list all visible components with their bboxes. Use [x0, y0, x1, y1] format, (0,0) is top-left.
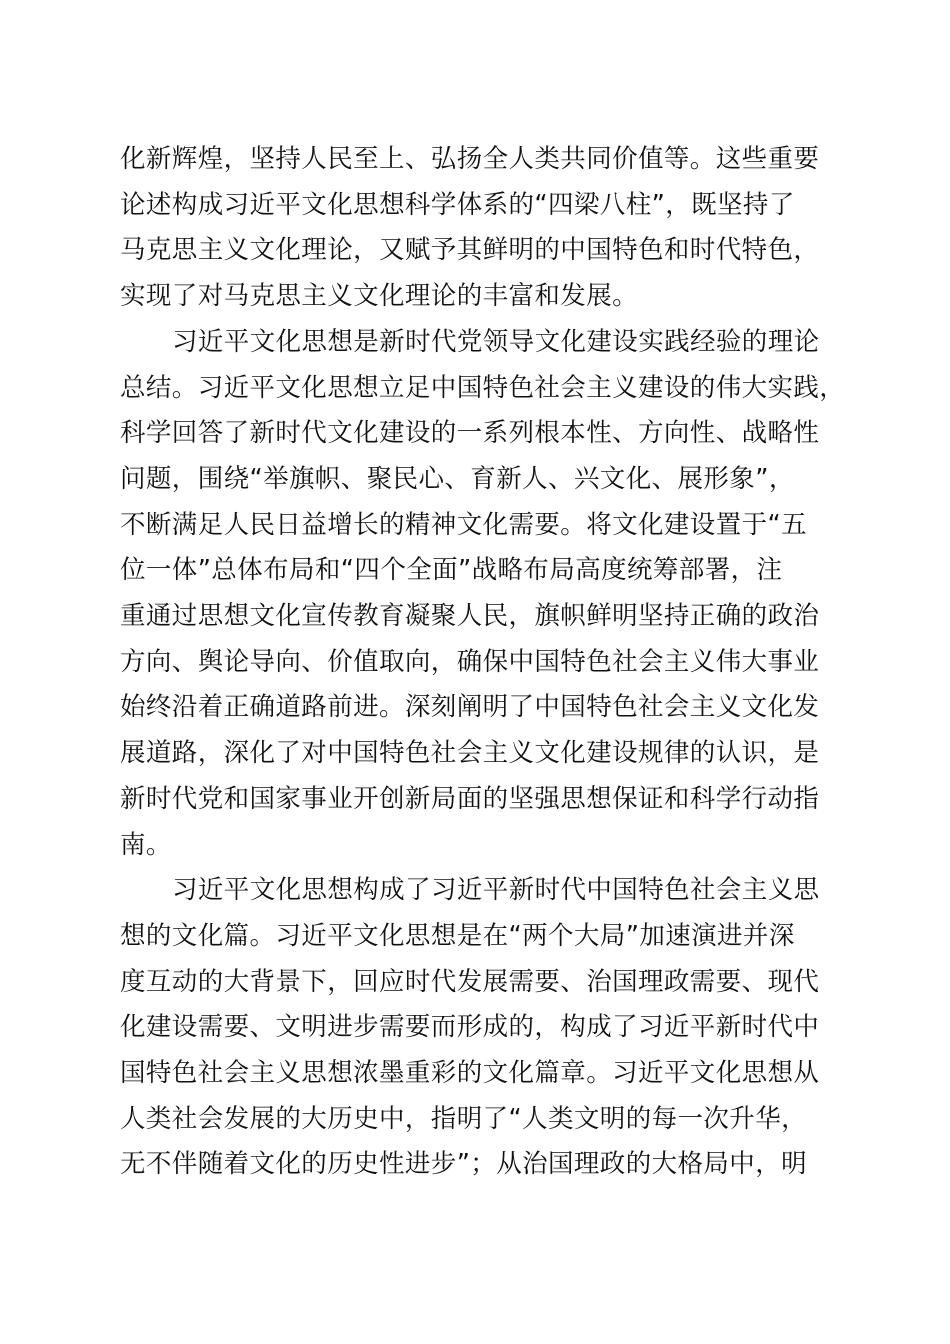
paragraph: [120, 320, 880, 868]
text-line: 方向、舆论导向、价值取向，确保中国特色社会主义伟大事业: [120, 646, 820, 677]
text-line: 习近平文化思想构成了习近平新时代中国特色社会主义思: [172, 875, 820, 906]
text-line: 展道路，深化了对中国特色社会主义文化建设规律的认识，是: [120, 738, 820, 769]
paragraph: [120, 868, 880, 1188]
text-line: 重通过思想文化宣传教育凝聚人民，旗帜鲜明坚持正确的政治: [120, 601, 820, 632]
text-line: 总结。习近平文化思想立足中国特色社会主义建设的伟大实践，: [120, 372, 846, 403]
text-line: 无不伴随着文化的历史性进步”；从治国理政的大格局中，明: [120, 1149, 808, 1180]
paragraph: [120, 137, 880, 320]
text-line: 论述构成习近平文化思想科学体系的“四梁八柱”，既坚持了: [120, 189, 795, 220]
text-line: 新时代党和国家事业开创新局面的坚强思想保证和科学行动指: [120, 783, 820, 814]
text-line: 南。: [120, 829, 172, 860]
text-line: 科学回答了新时代文化建设的一系列根本性、方向性、战略性: [120, 418, 820, 449]
text-line: 习近平文化思想是新时代党领导文化建设实践经验的理论: [172, 326, 820, 357]
text-line: 问题，围绕“举旗帜、聚民心、育新人、兴文化、展形象”，: [120, 463, 795, 494]
text-line: 实现了对马克思主义文化理论的丰富和发展。: [120, 281, 639, 312]
text-line: 化新辉煌，坚持人民至上、弘扬全人类共同价值等。这些重要: [120, 144, 820, 174]
text-line: 化建设需要、文明进步需要而形成的，构成了习近平新时代中: [120, 1012, 820, 1043]
text-line: 度互动的大背景下，回应时代发展需要、治国理政需要、现代: [120, 966, 820, 997]
text-line: 始终沿着正确道路前进。深刻阐明了中国特色社会主义文化发: [120, 692, 820, 723]
text-line: 想的文化篇。习近平文化思想是在“两个大局”加速演进并深: [120, 920, 795, 951]
text-line: 马克思主义文化理论，又赋予其鲜明的中国特色和时代特色，: [120, 235, 820, 266]
text-line: 位一体”总体布局和“四个全面”战略布局高度统筹部署，注: [120, 555, 783, 586]
text-line: 人类社会发展的大历史中，指明了“人类文明的每一次升华，: [120, 1103, 808, 1134]
text-line: 不断满足人民日益增长的精神文化需要。将文化建设置于“五: [120, 509, 808, 540]
text-line: 国特色社会主义思想浓墨重彩的文化篇章。习近平文化思想从: [120, 1058, 820, 1089]
document-page: [120, 137, 880, 1188]
